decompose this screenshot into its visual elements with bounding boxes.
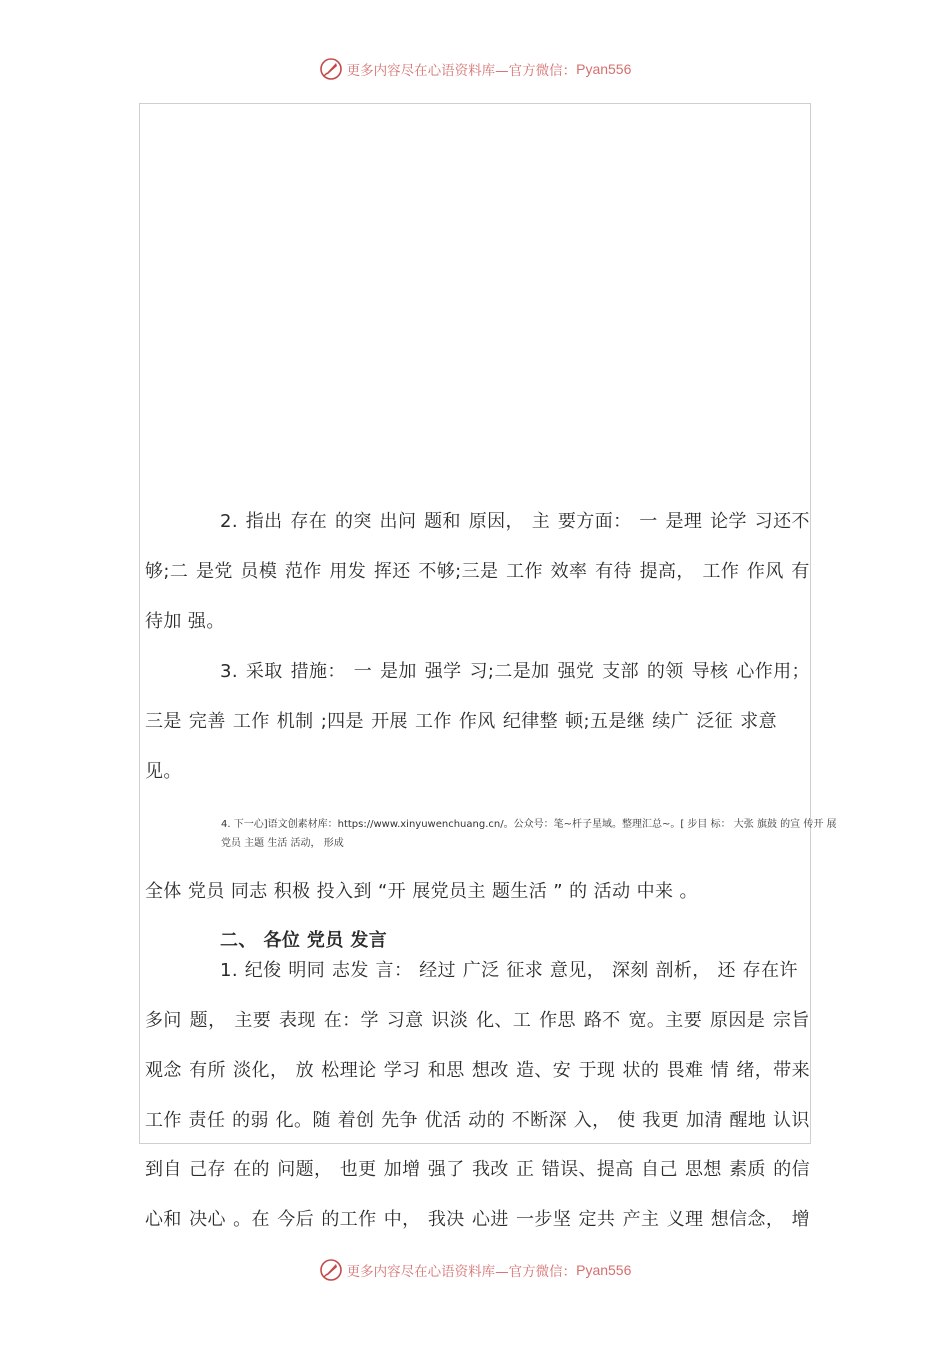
paragraph-line: 到自 己存 在的 问题， 也更 加增 强了 我改 正 错误、提高 自己 思想 素质 的信 (145, 1159, 810, 1180)
section-heading: 二、 各位 党员 发言 (220, 930, 388, 951)
paragraph-line: 够;二 是党 员模 范作 用发 挥还 不够;三是 工作 效率 有待 提高， 工作 作风 有 (145, 561, 810, 582)
watermark-wechat-id: Pyan556 (576, 1262, 632, 1278)
footnote-line: 4. 下一心]语文创素材库：https://www.xinyuwenchuang.cn/。公众号：笔~杆子星域。整理汇总~。[ 步目 标： 大张 旗鼓 的宣 传开 展 (221, 819, 837, 830)
paragraph-line: 2. 指出 存在 的突 出问 题和 原因， 主 要方面： 一 是理 论学 习还不 (220, 511, 810, 532)
paragraph-line: 三是 完善 工作 机制 ;四是 开展 工作 作风 纪律整 顿;五是继 续广 泛征 求意 (145, 711, 777, 732)
paragraph-line: 1. 纪俊 明同 志发 言： 经过 广泛 征求 意见， 深刻 剖析， 还 存在许 (220, 960, 798, 981)
paragraph-line: 心和 决心 。在 今后 的工作 中， 我决 心进 一步坚 定共 产主 义理 想信念， 增 (145, 1209, 810, 1230)
paragraph-line: 多问 题， 主要 表现 在：学 习意 识淡 化、工 作思 路不 宽。主要 原因是 宗旨 (145, 1010, 810, 1031)
paragraph-line: 工作 责任 的弱 化。随 着创 先争 优活 动的 不断深 入， 使 我更 加清 醒地 认识 (145, 1110, 810, 1131)
paragraph-line: 见。 (145, 761, 182, 782)
header-watermark (0, 54, 950, 84)
watermark-text: 更多内容尽在心语资料库—官方微信： (346, 63, 577, 79)
paragraph-line: 观念 有所 淡化， 放 松理论 学习 和思 想改 造、安 于现 状的 畏难 情 绪，带来 (145, 1060, 810, 1081)
watermark-wechat-id: Pyan556 (576, 61, 632, 77)
paragraph-line: 全体 党员 同志 积极 投入到 “开 展党员主 题生活 ” 的 活动 中来 。 (145, 881, 698, 902)
watermark-text: 更多内容尽在心语资料库—官方微信： (346, 1264, 577, 1280)
footnote-line: 党员 主题 生活 活动， 形成 (221, 838, 344, 849)
quill-logo-icon (319, 57, 343, 81)
paragraph-line: 3. 采取 措施： 一 是加 强学 习;二是加 强党 支部 的领 导核 心作用； (220, 661, 810, 682)
footer-watermark (0, 1255, 950, 1285)
paragraph-line: 待加 强。 (145, 611, 225, 632)
quill-logo-icon (319, 1258, 343, 1282)
